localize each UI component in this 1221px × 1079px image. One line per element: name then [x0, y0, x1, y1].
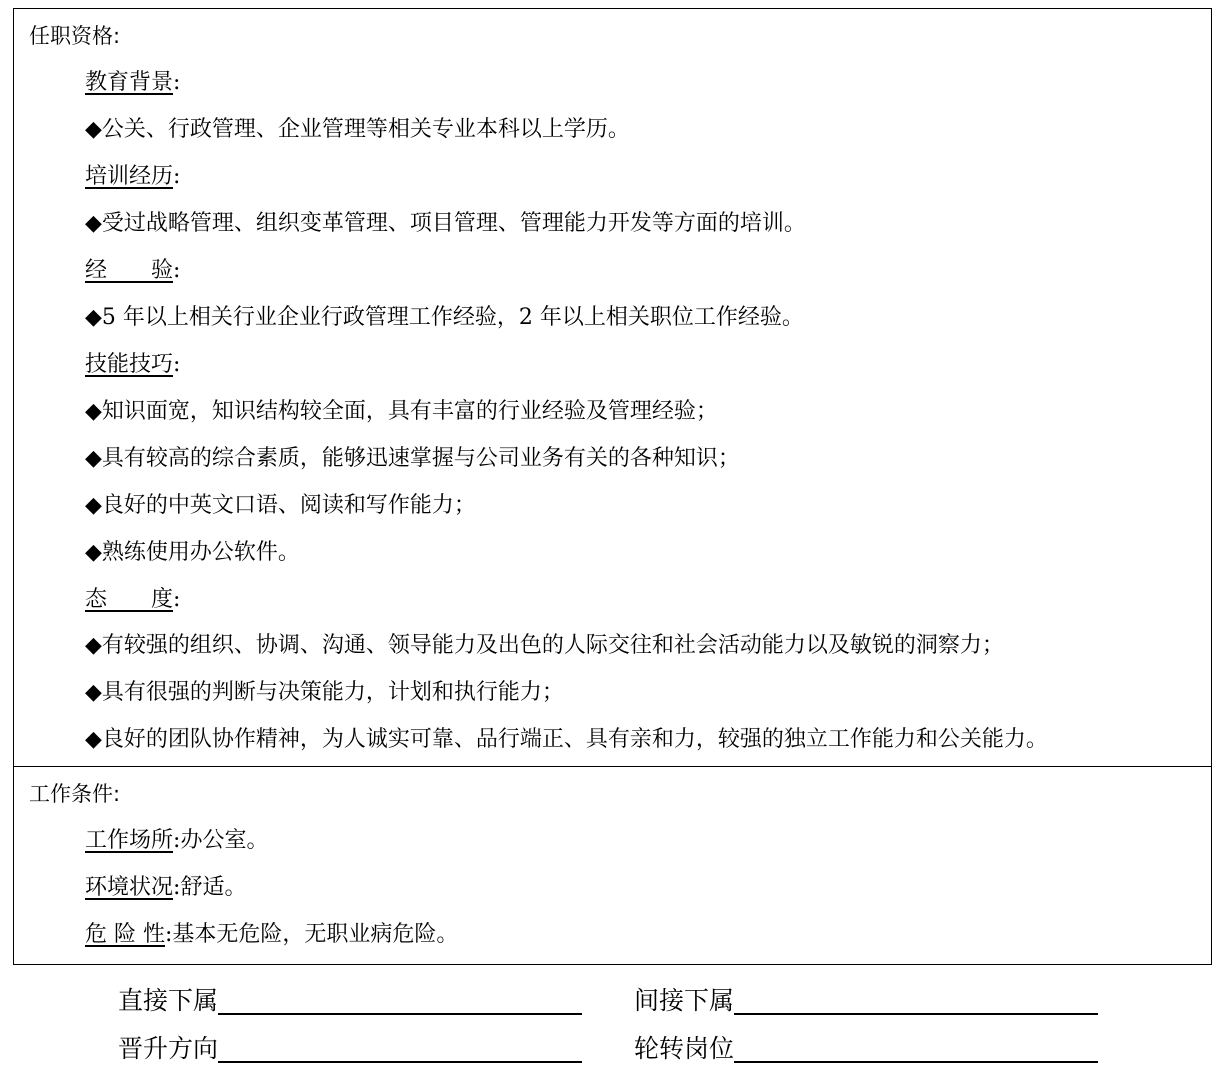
education-item: ◆公关、行政管理、企业管理等相关专业本科以上学历。 [85, 117, 630, 142]
attitude-item: ◆具有很强的判断与决策能力，计划和执行能力； [85, 680, 564, 705]
rotation-field [634, 1032, 1098, 1066]
experience-label: 经 验: [85, 258, 181, 283]
workplace-row: 工作场所:办公室。 [85, 828, 269, 853]
skills-item: ◆具有较高的综合素质，能够迅速掌握与公司业务有关的各种知识； [85, 446, 740, 471]
direct-subordinates-label: 直接下属 [118, 986, 219, 1015]
education-label: 教育背景: [85, 70, 181, 95]
skills-item: ◆熟练使用办公软件。 [85, 540, 300, 565]
training-label: 培训经历: [85, 164, 181, 189]
indirect-subordinates-blank[interactable] [734, 989, 1098, 1015]
conditions-heading: 工作条件: [29, 782, 121, 806]
indirect-subordinates-field [634, 984, 1098, 1018]
promotion-blank[interactable] [218, 1037, 582, 1063]
experience-item: ◆5 年以上相关行业企业行政管理工作经验，2 年以上相关职位工作经验。 [85, 305, 804, 330]
promotion-field [118, 1032, 582, 1066]
workplace-value: 办公室。 [180, 828, 269, 853]
attitude-item: ◆有较强的组织、协调、沟通、领导能力及出色的人际交往和社会活动能力以及敏锐的洞察力； [85, 633, 1004, 658]
hazard-row: 危 险 性:基本无危险，无职业病危险。 [85, 922, 459, 947]
attitude-label: 态 度: [85, 587, 181, 612]
environment-row: 环境状况:舒适。 [85, 875, 247, 900]
attitude-item: ◆良好的团队协作精神，为人诚实可靠、品行端正、具有亲和力，较强的独立工作能力和公关能力。 [85, 727, 1048, 752]
section-divider [14, 766, 1211, 767]
indirect-subordinates-label: 间接下属 [634, 986, 735, 1015]
environment-value: 舒适。 [180, 875, 247, 900]
training-item: ◆受过战略管理、组织变革管理、项目管理、管理能力开发等方面的培训。 [85, 211, 806, 236]
direct-subordinates-field [118, 984, 582, 1018]
hazard-value: 基本无危险，无职业病危险。 [172, 922, 459, 947]
qualifications-heading: 任职资格: [29, 24, 121, 48]
skills-item: ◆良好的中英文口语、阅读和写作能力； [85, 493, 476, 518]
skills-item: ◆知识面宽，知识结构较全面，具有丰富的行业经验及管理经验； [85, 399, 718, 424]
direct-subordinates-blank[interactable] [218, 989, 582, 1015]
job-description-table [13, 8, 1212, 965]
rotation-label: 轮转岗位 [634, 1034, 735, 1063]
skills-label: 技能技巧: [85, 352, 181, 377]
rotation-blank[interactable] [734, 1037, 1098, 1063]
promotion-label: 晋升方向 [118, 1034, 219, 1063]
